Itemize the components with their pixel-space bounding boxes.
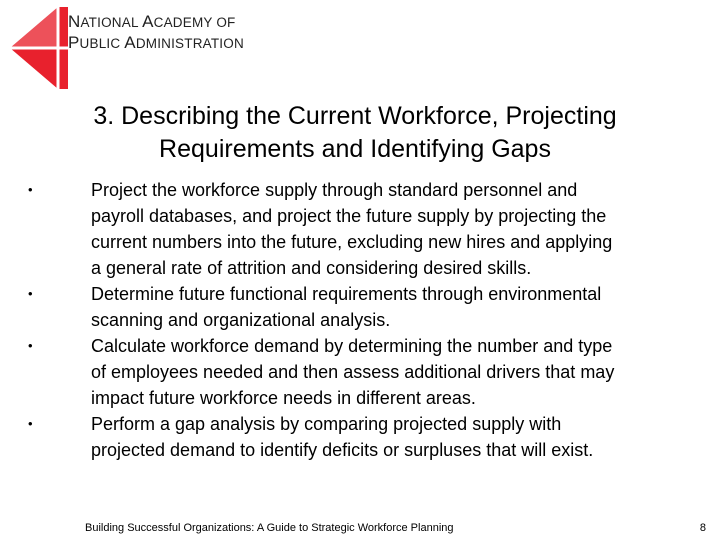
slide-title: 3. Describing the Current Workforce, Projecting Requirements and Identifying Gaps bbox=[93, 102, 617, 163]
logo-word: ATIONAL bbox=[80, 15, 143, 30]
logo-initial: A bbox=[124, 33, 136, 52]
bullet-icon: • bbox=[28, 338, 33, 353]
logo-line-2 bbox=[68, 33, 244, 54]
logo-initial: P bbox=[68, 33, 80, 52]
logo-word: CADEMY OF bbox=[153, 15, 236, 30]
logo-wordmark bbox=[68, 12, 244, 54]
footer-text: Building Successful Organizations: A Guide to Strategic Workforce Planning bbox=[85, 522, 454, 534]
bullet-text: Project the workforce supply through standard personnel and payroll databases, and project the future supply by projecting the current numbers into the future, excluding new hires and applying a general rate of attrition and considering desired skills. bbox=[91, 180, 613, 278]
bullet-item bbox=[28, 333, 688, 411]
page-number: 8 bbox=[699, 522, 706, 534]
bullet-text: Perform a gap analysis by comparing projected supply with projected demand to identify deficits or surpluses that will exist. bbox=[91, 414, 594, 460]
logo-word: UBLIC bbox=[79, 36, 125, 51]
logo-initial: A bbox=[142, 12, 154, 31]
bullet-text: Calculate workforce demand by determining the number and type of employees needed and then assess additional drivers that may impact future workforce needs in different areas. bbox=[91, 336, 615, 408]
logo-line-1 bbox=[68, 12, 244, 33]
bullet-icon: • bbox=[28, 416, 33, 431]
bullet-item bbox=[28, 177, 688, 281]
bullet-list bbox=[28, 177, 688, 463]
bullet-item bbox=[28, 411, 688, 463]
logo-initial: N bbox=[68, 12, 81, 31]
bullet-item bbox=[28, 281, 688, 333]
bullet-icon: • bbox=[28, 286, 33, 301]
nap-logo-icon bbox=[10, 7, 68, 89]
bullet-text: Determine future functional requirements through environmental scanning and organizational analysis. bbox=[91, 284, 602, 330]
bullet-icon: • bbox=[28, 182, 33, 197]
logo-word: DMINISTRATION bbox=[135, 36, 244, 51]
